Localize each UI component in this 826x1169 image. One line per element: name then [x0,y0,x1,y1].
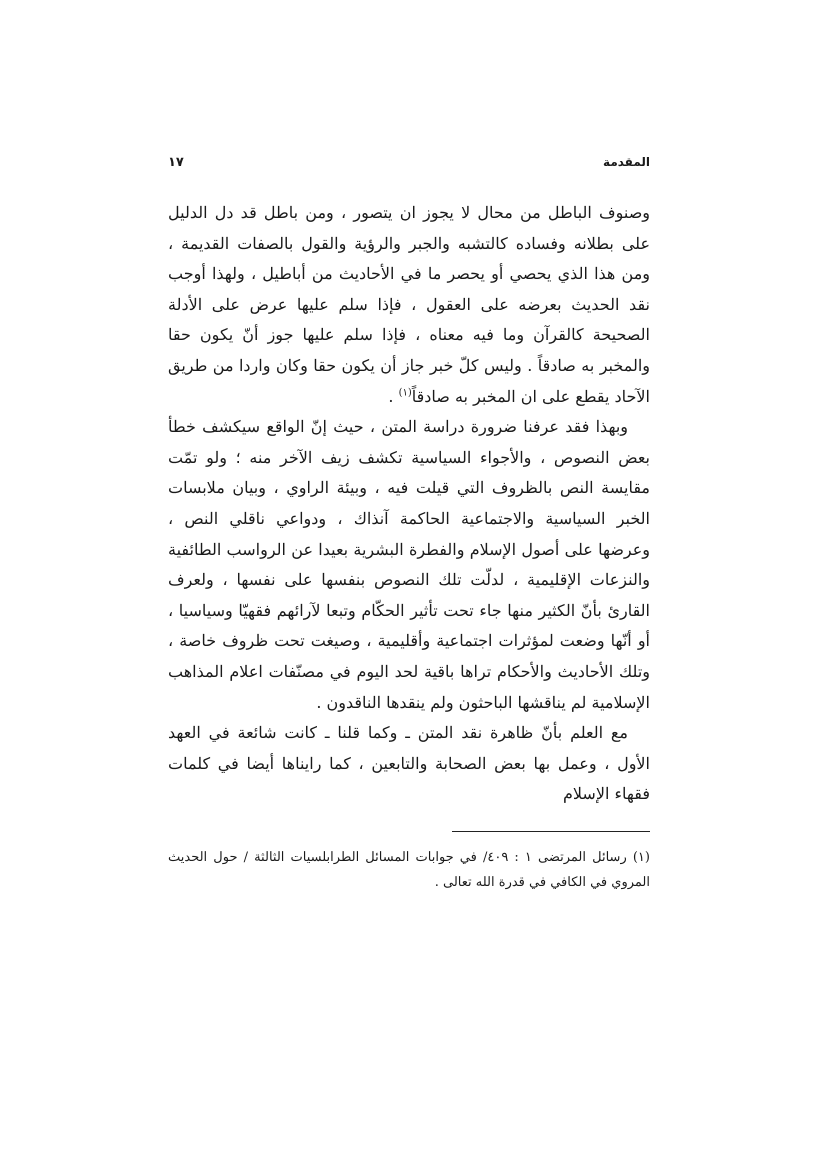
paragraph-1-end: . [388,386,399,406]
running-header [168,152,650,172]
footnote-reference: (١) [398,387,412,399]
paragraph-1 [168,198,650,412]
paragraph-3: مع العلم بأنّ ظاهرة نقد المتن ـ وكما قلنا ـ كانت شائعة في العهد الأول ، وعمل بها بعض الصحابة والتابعين ، كما رايناها أيضا في كلمات فقهاء الإسلام [168,723,650,804]
page-number: ١٧ [168,154,184,170]
footnote-1: (١) رسائل المرتضى ١ : ٤٠٩/ في جوابات المسائل الطرابلسيات الثالثة / حول الحديث المروي في الكافي في قدرة الله تعالى . [168,850,650,890]
paragraph-2: وبهذا فقد عرفنا ضرورة دراسة المتن ، حيث إنّ الواقع سيكشف خطأ بعض النصوص ، والأجواء السياسية تكشف زيف الآخر منه ؛ ولو تمّت مقايسة النص بالظروف التي قيلت فيه ، وبيئة الراوي ، وبيان ملابسات الخبر السياسية والاجتماعية الحاكمة آنذاك ، ودواعي ناقلي النص ، وعرضها على أصول الإسلام والفطرة البشرية بعيدا عن الرواسب الطائفية والنزعات الإقليمية ، لدلّت تلك النصوص بنفسها على نفسها ، ولعرف القارئ بأنّ الكثير منها جاء تحت تأثير الحكّام وتبعا لآرائهم فقهيّا وسياسيا ، أو أنّها وضعت لمؤثرات اجتماعية وأقليمية ، وصيغت تحت ظروف خاصة ، وتلك الأحاديث والأحكام تراها باقية لحد اليوم في مصنّفات اعلام المذاهب الإسلامية لم يناقشها الباحثون ولم ينقدها الناقدون . [168,417,651,712]
paragraph-1-text: وصنوف الباطل من محال لا يجوز ان يتصور ، ومن باطل قد دل الدليل على بطلانه وفساده كالتشبه والجبر والرؤية والقول بالصفات القديمة ، ومن هذا الذي يحصي أو يحصر ما في الأحاديث من أباطيل ، ولهذا أوجب نقد الحديث بعرضه على العقول ، فإذا سلم عليها عرض على الأدلة الصحيحة كالقرآن وما فيه معناه ، فإذا سلم عليها جوز أنّ يكون حقا والمخبر به صادقاً . وليس كلّ خبر جاز أن يكون حقا وكان واردا من طريق الآحاد يقطع على ان المخبر به صادقاً [168,203,651,406]
footnotes [168,845,650,895]
body-text [168,198,650,810]
footnote-divider [452,831,650,832]
running-title: المقدمة [603,155,650,169]
